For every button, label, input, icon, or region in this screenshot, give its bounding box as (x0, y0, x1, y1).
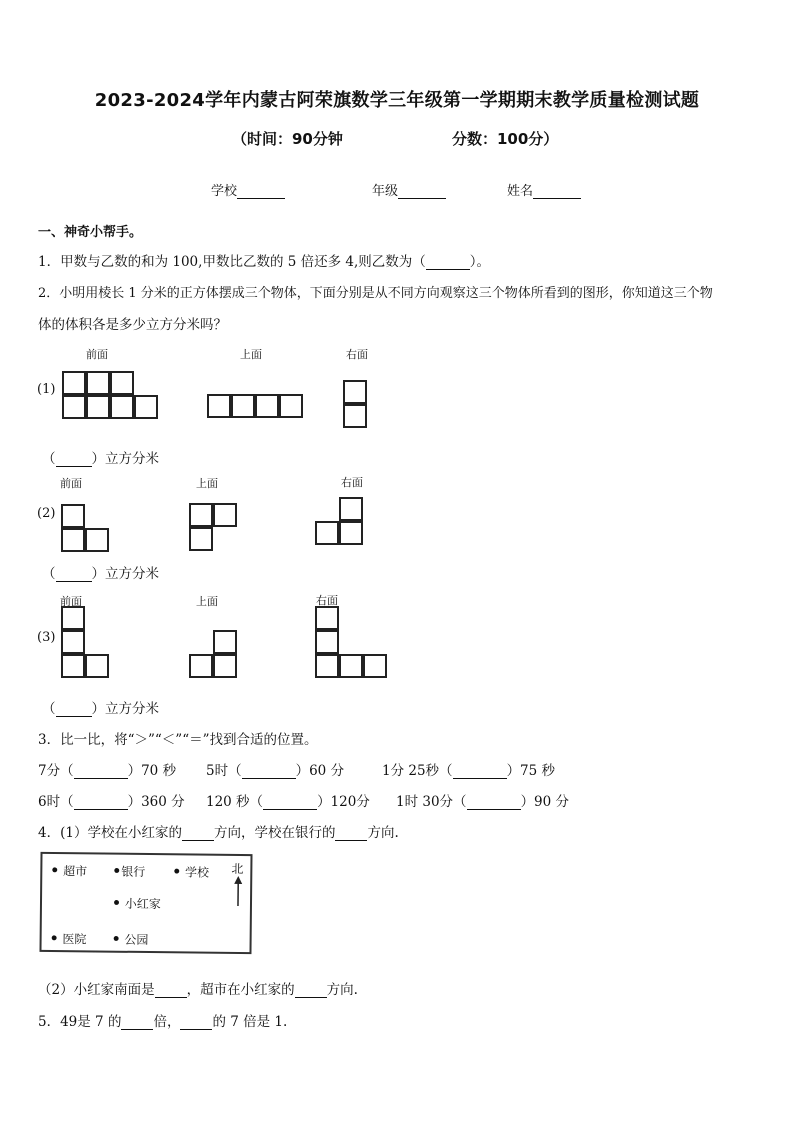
view-label-front: 前面 (60, 595, 82, 608)
question-2-line1: 2．小明用棱长 1 分米的正方体摆成三个物体，下面分别是从不同方向观察这三个物体所看到的图形，你知道这三个物 (38, 286, 713, 301)
question-4-part-1: 4．(1）学校在小红家的 方向，学校在银行的 方向. (38, 825, 399, 841)
location-map (39, 852, 252, 954)
section-title: 一、神奇小帮手。 (38, 225, 143, 240)
time-label: （时间：90分钟 (232, 130, 343, 148)
question-2-line2: 体的体积各是多少立方分米吗？ (38, 317, 227, 333)
compare-blank[interactable] (242, 764, 296, 779)
compare-item: 1时 30分（ ）90 分 (396, 794, 570, 810)
question-4-part-2: （2）小红家南面是 ，超市在小红家的 方向. (38, 982, 358, 998)
name-blank[interactable] (533, 184, 581, 199)
part-2-answer: （ ）立方分米 (42, 566, 159, 582)
q4-blank-2[interactable] (335, 826, 367, 841)
compare-blank[interactable] (263, 795, 317, 810)
compare-blank[interactable] (74, 795, 128, 810)
part-2-label: (2) (37, 506, 56, 521)
view-label-top: 上面 (196, 595, 218, 608)
compare-item: 6时（ ）360 分 (38, 794, 185, 810)
name-label: 姓名 (507, 184, 534, 199)
compare-blank[interactable] (467, 795, 521, 810)
map-park: • 公园 (111, 931, 149, 948)
compare-blank[interactable] (453, 764, 507, 779)
q4-blank-3[interactable] (155, 983, 187, 998)
north-arrow-icon (232, 876, 244, 908)
part3-answer-blank[interactable] (56, 702, 92, 717)
part1-answer-blank[interactable] (56, 452, 92, 467)
q1-answer-blank[interactable] (426, 255, 470, 270)
part-1-label: (1) (37, 382, 56, 397)
question-1: 1．甲数与乙数的和为 100,甲数比乙数的 5 倍还多 4,则乙数为（ ）。 (38, 254, 491, 270)
map-north-label: 北 (231, 861, 244, 877)
part2-answer-blank[interactable] (56, 567, 92, 582)
map-school: • 学校 (172, 864, 210, 881)
compare-item: 1分 25秒（ ）75 秒 (382, 763, 556, 779)
page-title: 2023-2024学年内蒙古阿荣旗数学三年级第一学期期末教学质量检测试题 (94, 90, 700, 111)
view-label-right: 右面 (316, 594, 338, 607)
part-3-label: (3) (37, 630, 56, 645)
map-hospital: • 医院 (49, 930, 87, 948)
question-3: 3．比一比，将“＞”“＜”“＝”找到合适的位置。 (38, 732, 318, 748)
map-home: • 小红家 (111, 895, 161, 912)
school-label: 学校 (211, 184, 238, 199)
grade-label: 年级 (372, 184, 399, 199)
view-label-top: 上面 (240, 348, 262, 361)
compare-item: 5时（ ）60 分 (206, 763, 345, 779)
part-1-answer: （ ）立方分米 (42, 451, 159, 467)
compare-blank[interactable] (74, 764, 128, 779)
q5-blank-1[interactable] (121, 1015, 153, 1030)
q4-blank-1[interactable] (182, 826, 214, 841)
part-3-answer: （ ）立方分米 (42, 701, 159, 717)
map-bank: •银行 (112, 863, 146, 880)
grade-field[interactable] (372, 180, 446, 199)
school-field[interactable] (211, 180, 285, 199)
score-label: 分数：100分） (452, 130, 559, 148)
question-5: 5．49是 7 的 倍， 的 7 倍是 1. (38, 1014, 288, 1030)
view-label-front: 前面 (60, 477, 82, 490)
school-blank[interactable] (237, 184, 285, 199)
view-label-right: 右面 (346, 348, 368, 361)
q4-blank-4[interactable] (295, 983, 327, 998)
grade-blank[interactable] (398, 184, 446, 199)
name-field[interactable] (507, 180, 581, 199)
compare-item: 120 秒（ ）120分 (206, 794, 370, 810)
view-label-right: 右面 (341, 476, 363, 489)
view-label-top: 上面 (196, 477, 218, 490)
map-supermarket: • 超市 (50, 862, 88, 880)
view-label-front: 前面 (86, 348, 108, 361)
compare-item: 7分（ ）70 秒 (38, 763, 177, 779)
q5-blank-2[interactable] (180, 1015, 212, 1030)
